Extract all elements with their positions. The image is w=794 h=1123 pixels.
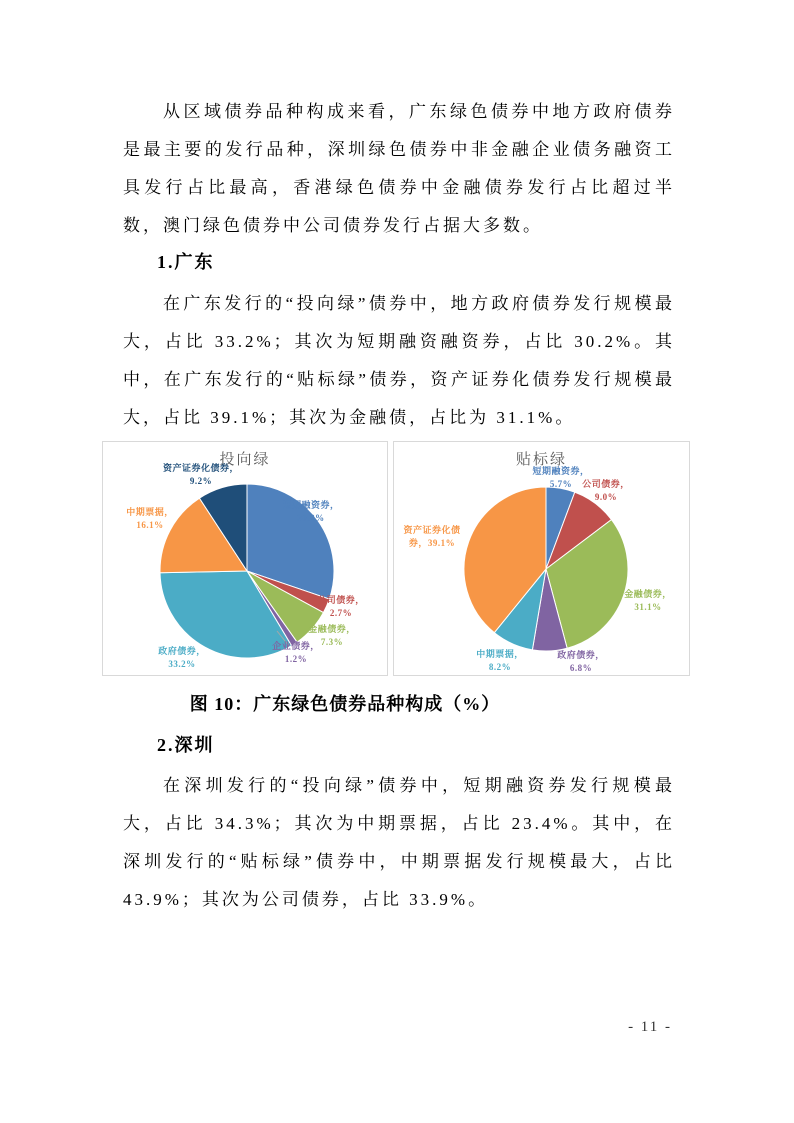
pie-slice-label-政府债券: 政府债券， 33.2%: [158, 646, 206, 669]
pie-slice-label-金融债券: 金融债券， 31.1%: [624, 589, 672, 612]
intro-paragraph: 从区域债券品种构成来看，广东绿色债券中地方政府债券是最主要的发行品种，深圳绿色债券中非金融企业债务融资工具发行占比最高，香港绿色债券中金融债券发行占比超过半数，澳门绿色债券中公司债券发行占据大多数。: [123, 102, 675, 235]
pie-slice-label-金融债券: 金融债券， 7.3%: [308, 624, 356, 647]
pie-slice-label-资产证券化债券: 资产证券化债 券，39.1%: [403, 525, 461, 548]
pie-slice-label-公司债券: 公司债券， 2.7%: [317, 595, 365, 618]
pie-chart-panel-touxianglv: [102, 441, 388, 676]
figure-caption: 图 10：广东绿色债券品种构成（%）: [189, 694, 501, 714]
pie-slice-label-政府债券: 政府债券， 6.8%: [557, 650, 605, 673]
heading-shenzhen: 2.深圳: [157, 735, 215, 755]
pie-slice-label-资产证券化债券: 资产证券化债券， 9.2%: [162, 463, 240, 486]
guangdong-paragraph: 在广东发行的“投向绿”债券中，地方政府债券发行规模最大，占比 33.2%；其次为短期融资融资券，占比 30.2%。其中，在广东发行的“贴标绿”债券，资产证券化债券发行规模最大，占比 39.1%；其次为金融债，占比为 31.1%。: [123, 294, 675, 427]
chart-title-touxianglv: 投向绿: [219, 452, 271, 468]
shenzhen-paragraph: 在深圳发行的“投向绿”债券中，短期融资券发行规模最大，占比 34.3%；其次为中期票据，占比 23.4%。其中，在深圳发行的“贴标绿”债券中，中期票据发行规模最大，占比 43.9%；其次为公司债券，占比 33.9%。: [123, 776, 675, 909]
chart-title-tiebiaolv: 贴标绿: [515, 452, 567, 468]
pie-slice-label-企业债券: 企业债券， 1.2%: [272, 641, 320, 664]
page-number: - 11 -: [628, 1019, 672, 1035]
pie-slice-label-公司债券: 公司债券， 9.0%: [582, 479, 630, 502]
pie-slice-label-短期融资券: 短期融资券， 30.2%: [282, 500, 340, 523]
pie-slice-label-中期票据: 中期票据， 8.2%: [476, 649, 524, 672]
pie-slice-label-短期融资券: 短期融资券， 5.7%: [532, 466, 590, 489]
pie-chart-panel-tiebiaolv: [393, 441, 690, 676]
heading-guangdong: 1.广东: [157, 252, 215, 272]
pie-slice-label-中期票据: 中期票据， 16.1%: [126, 507, 174, 530]
